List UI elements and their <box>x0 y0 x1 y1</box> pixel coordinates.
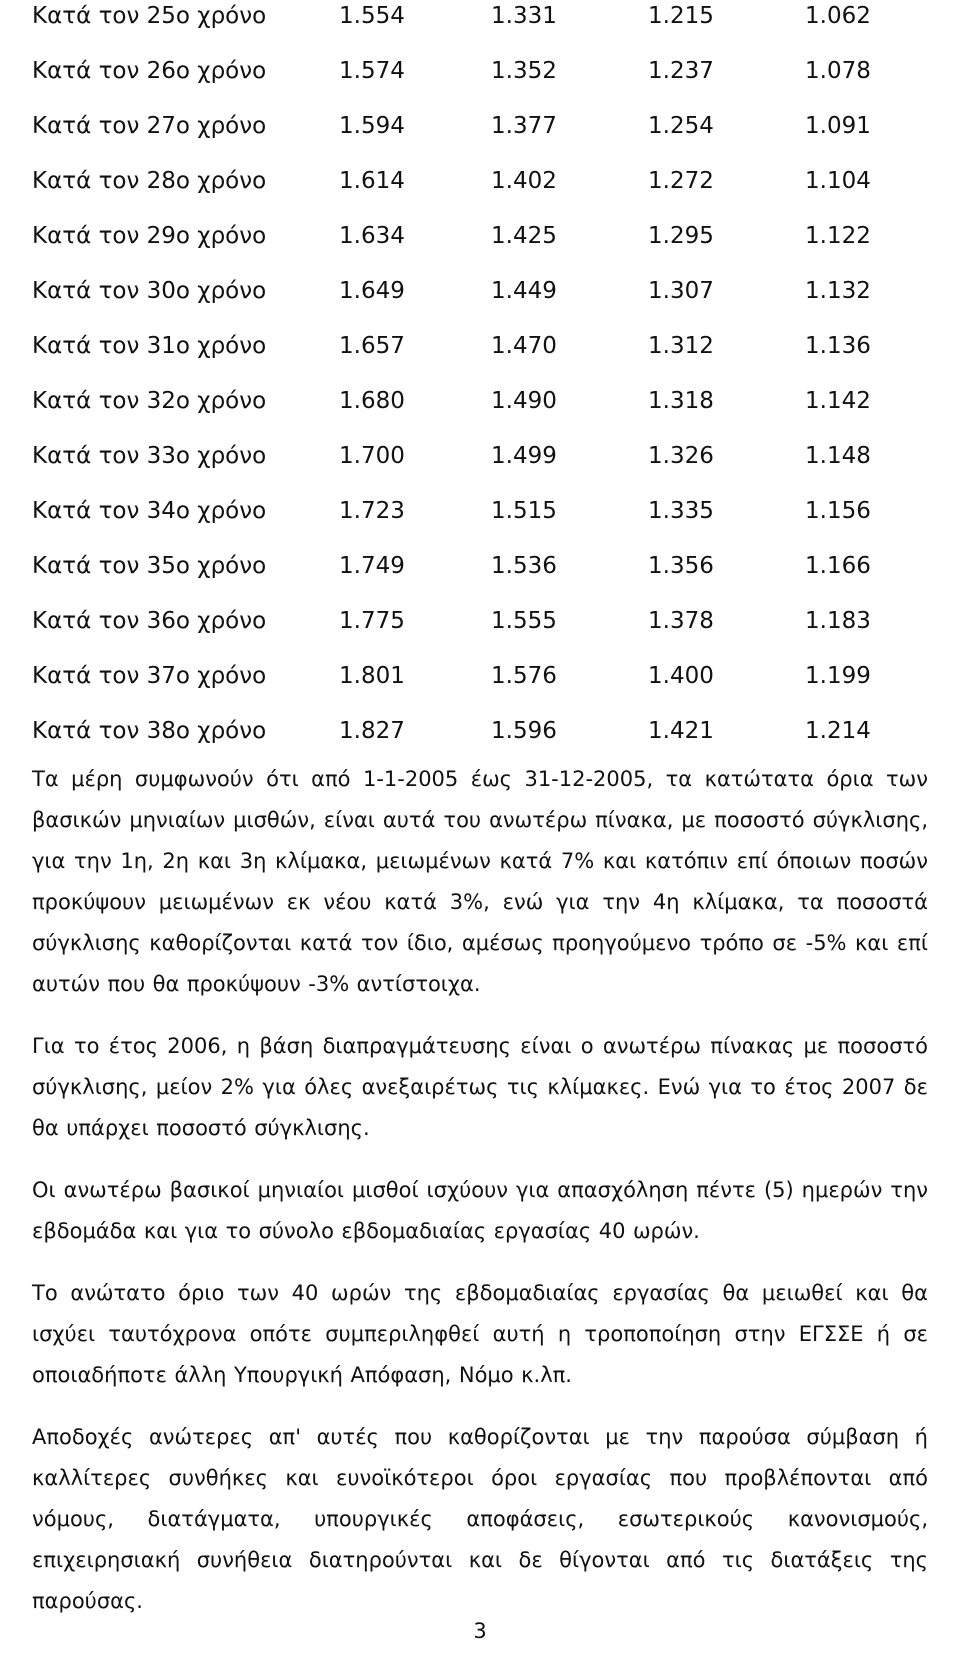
table-row <box>0 660 960 715</box>
rate-value: 1.596 <box>491 718 557 744</box>
rate-value: 1.214 <box>805 718 871 744</box>
rate-value: 1.377 <box>491 113 557 139</box>
rate-value: 1.318 <box>648 388 714 414</box>
table-row <box>0 440 960 495</box>
rate-value: 1.421 <box>648 718 714 744</box>
table-row <box>0 0 960 55</box>
year-label: Κατά τον 30ο χρόνο <box>32 278 267 304</box>
rate-value: 1.490 <box>491 388 557 414</box>
table-row <box>0 605 960 660</box>
year-label: Κατά τον 34ο χρόνο <box>32 498 267 524</box>
rate-value: 1.295 <box>648 223 714 249</box>
rate-value: 1.554 <box>339 3 405 29</box>
rate-value: 1.104 <box>805 168 871 194</box>
rate-value: 1.402 <box>491 168 557 194</box>
rate-value: 1.749 <box>339 553 405 579</box>
rate-value: 1.555 <box>491 608 557 634</box>
rate-value: 1.272 <box>648 168 714 194</box>
body-paragraphs <box>32 759 928 1643</box>
year-label: Κατά τον 27ο χρόνο <box>32 113 267 139</box>
rate-value: 1.078 <box>805 58 871 84</box>
rate-value: 1.352 <box>491 58 557 84</box>
year-label: Κατά τον 36ο χρόνο <box>32 608 267 634</box>
table-row <box>0 165 960 220</box>
year-label: Κατά τον 26ο χρόνο <box>32 58 267 84</box>
rate-value: 1.237 <box>648 58 714 84</box>
rate-value: 1.649 <box>339 278 405 304</box>
year-label: Κατά τον 25ο χρόνο <box>32 3 267 29</box>
table-row <box>0 220 960 275</box>
body-paragraph: Για το έτος 2006, η βάση διαπραγμάτευσης είναι ο ανωτέρω πίνακας με ποσοστό σύγκλισης, μείον 2% για όλες ανεξαιρέτως τις κλίμακες. Ενώ για το έτος 2007 δε θα υπάρχει ποσοστό σύγκλισης. <box>32 1034 928 1140</box>
year-label: Κατά τον 31ο χρόνο <box>32 333 267 359</box>
table-row <box>0 495 960 550</box>
rate-value: 1.470 <box>491 333 557 359</box>
table-row <box>0 110 960 165</box>
rate-value: 1.775 <box>339 608 405 634</box>
rate-value: 1.091 <box>805 113 871 139</box>
body-paragraph: Αποδοχές ανώτερες απ' αυτές που καθορίζονται με την παρούσα σύμβαση ή καλλίτερες συνθήκες και ευνοϊκότεροι όροι εργασίας που προβλέπονται από νόμους, διατάγματα, υπουργικές αποφάσεις, εσωτερικούς κανονισμούς, επιχειρησιακή συνήθεια διατηρούνται και δε θίγονται από τις διατάξεις της παρούσας. <box>32 1425 928 1613</box>
rate-value: 1.356 <box>648 553 714 579</box>
rate-value: 1.801 <box>339 663 405 689</box>
rate-value: 1.331 <box>491 3 557 29</box>
rate-value: 1.156 <box>805 498 871 524</box>
body-paragraph: Τα μέρη συμφωνούν ότι από 1-1-2005 έως 31-12-2005, τα κατώτατα όρια των βασικών μηνιαίων μισθών, είναι αυτά του ανωτέρω πίνακα, με ποσοστό σύγκλισης, για την 1η, 2η και 3η κλίμακα, μειωμένων κατά 7% και κατόπιν επί όποιων ποσών προκύψουν μειωμένων εκ νέου κατά 3%, ενώ για την 4η κλίμακα, τα ποσοστά σύγκλισης καθορίζονται κατά τον ίδιο, αμέσως προηγούμενο τρόπο σε -5% και επί αυτών που θα προκύψουν -3% αντίστοιχα. <box>32 767 928 996</box>
rate-value: 1.132 <box>805 278 871 304</box>
year-label: Κατά τον 38ο χρόνο <box>32 718 267 744</box>
table-row <box>0 330 960 385</box>
page-number: 3 <box>473 1619 487 1643</box>
rate-value: 1.634 <box>339 223 405 249</box>
rate-value: 1.425 <box>491 223 557 249</box>
rate-value: 1.136 <box>805 333 871 359</box>
rate-value: 1.499 <box>491 443 557 469</box>
rate-value: 1.122 <box>805 223 871 249</box>
rate-value: 1.335 <box>648 498 714 524</box>
rate-value: 1.614 <box>339 168 405 194</box>
body-paragraph: Το ανώτατο όριο των 40 ωρών της εβδομαδιαίας εργασίας θα μειωθεί και θα ισχύει ταυτόχρονα οπότε συμπεριληφθεί αυτή η τροποποίηση στην ΕΓΣΣΕ ή σε οποιαδήποτε άλλη Υπουργική Απόφαση, Νόμο κ.λπ. <box>32 1281 928 1387</box>
year-label: Κατά τον 32ο χρόνο <box>32 388 267 414</box>
rate-value: 1.199 <box>805 663 871 689</box>
year-label: Κατά τον 35ο χρόνο <box>32 553 267 579</box>
rate-value: 1.254 <box>648 113 714 139</box>
rate-value: 1.378 <box>648 608 714 634</box>
rate-value: 1.312 <box>648 333 714 359</box>
rate-value: 1.515 <box>491 498 557 524</box>
rate-value: 1.142 <box>805 388 871 414</box>
rate-value: 1.307 <box>648 278 714 304</box>
rate-value: 1.680 <box>339 388 405 414</box>
salary-rate-table <box>0 0 960 770</box>
rate-value: 1.576 <box>491 663 557 689</box>
table-row <box>0 550 960 605</box>
rate-value: 1.536 <box>491 553 557 579</box>
rate-value: 1.827 <box>339 718 405 744</box>
year-label: Κατά τον 28ο χρόνο <box>32 168 267 194</box>
rate-value: 1.326 <box>648 443 714 469</box>
table-row <box>0 275 960 330</box>
rate-value: 1.183 <box>805 608 871 634</box>
year-label: Κατά τον 33ο χρόνο <box>32 443 267 469</box>
rate-value: 1.574 <box>339 58 405 84</box>
rate-value: 1.148 <box>805 443 871 469</box>
rate-value: 1.062 <box>805 3 871 29</box>
rate-value: 1.723 <box>339 498 405 524</box>
rate-value: 1.657 <box>339 333 405 359</box>
table-row <box>0 55 960 110</box>
rate-value: 1.700 <box>339 443 405 469</box>
rate-value: 1.449 <box>491 278 557 304</box>
year-label: Κατά τον 37ο χρόνο <box>32 663 267 689</box>
year-label: Κατά τον 29ο χρόνο <box>32 223 267 249</box>
body-paragraph: Οι ανωτέρω βασικοί μηνιαίοι μισθοί ισχύουν για απασχόληση πέντε (5) ημερών την εβδομάδα και για το σύνολο εβδομαδιαίας εργασίας 40 ωρών. <box>32 1178 928 1243</box>
table-row <box>0 385 960 440</box>
rate-value: 1.400 <box>648 663 714 689</box>
rate-value: 1.594 <box>339 113 405 139</box>
rate-value: 1.166 <box>805 553 871 579</box>
rate-value: 1.215 <box>648 3 714 29</box>
